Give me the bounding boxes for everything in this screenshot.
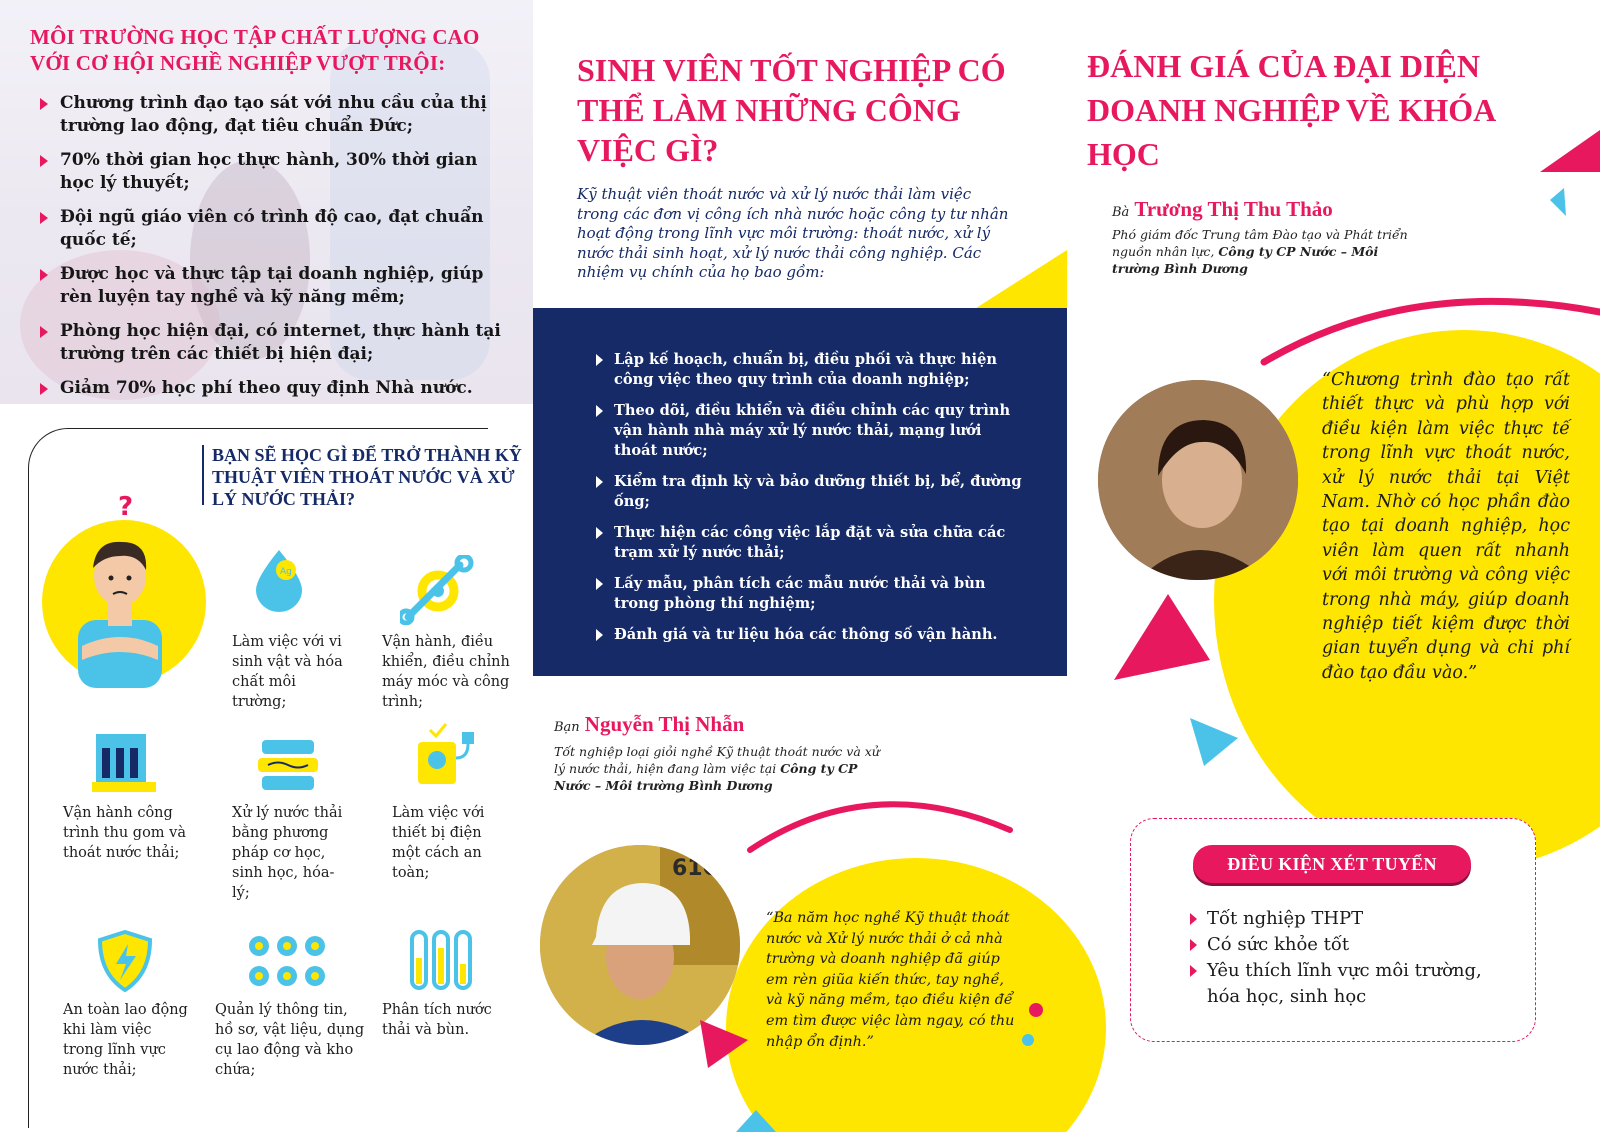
- pink-arc-decoration: [740, 790, 1020, 870]
- student-quote: “Ba năm học nghề Kỹ thuật thoát nước và Xử lý nước thải ở cả nhà trường và doanh nghiệp đã giúp em rèn giũa kiến thức, tay nghề, và kỹ năng mềm, tạo điều kiện để em tìm được việc làm ngay, có thu nhập ổn định.”: [766, 910, 1015, 1050]
- drainage-channel-icon: [92, 730, 156, 794]
- list-item: Lấy mẫu, phân tích các mẫu nước thải và bùn trong phòng thí nghiệm;: [596, 574, 1028, 614]
- cyan-triangle-decoration: [1190, 718, 1240, 768]
- electric-device-icon: [412, 722, 478, 792]
- skill-text: Phân tích nước thải và bùn.: [382, 1002, 492, 1038]
- list-item: Có sức khỏe tốt: [1190, 932, 1510, 958]
- name-prefix: Bạn: [554, 720, 580, 735]
- list-item: Tốt nghiệp THPT: [1190, 906, 1510, 932]
- skill-text: Vận hành công trình thu gom và thoát nước thải;: [63, 805, 187, 861]
- list-item: Lập kế hoạch, chuẩn bị, điều phối và thực hiện công việc theo quy trình của doanh nghiệp;: [596, 350, 1028, 390]
- description-text: Phó giám đốc Trung tâm Đào tạo và Phát triển nguồn nhân lực,: [1112, 227, 1408, 259]
- student-description: [554, 743, 894, 794]
- inventory-grid-icon: [247, 934, 327, 990]
- cyan-triangle-decoration: [736, 1110, 776, 1132]
- list-item: Theo dõi, điều khiển và điều chỉnh các quy trình vận hành nhà máy xử lý nước thải, mạng lưới thoát nước;: [596, 401, 1028, 461]
- pink-triangle-decoration: [690, 1010, 750, 1070]
- skill-text: Vận hành, điều khiển, điều chỉnh máy móc và công trình;: [382, 634, 510, 710]
- list-item: Chương trình đạo tạo sát với nhu cầu của thị trường lao động, đạt tiêu chuẩn Đức;: [36, 92, 506, 138]
- treatment-tanks-icon: [254, 736, 322, 796]
- name-prefix: Bà: [1112, 205, 1130, 220]
- learn-heading: BẠN SẼ HỌC GÌ ĐỂ TRỞ THÀNH KỸ THUẬT VIÊN THOÁT NƯỚC VÀ XỬ LÝ NƯỚC THẢI?: [212, 445, 522, 509]
- company-name: Công ty CP Nước – Môi trường Bình Dương: [554, 761, 858, 793]
- company-name: Công ty CP Nước – Môi trường Bình Dương: [1112, 244, 1379, 276]
- list-item: Thực hiện các công việc lắp đặt và sửa chữa các trạm xử lý nước thải;: [596, 523, 1028, 563]
- business-review-heading: ĐÁNH GIÁ CỦA ĐẠI DIỆN DOANH NGHIỆP VỀ KHÓA HỌC: [1087, 48, 1495, 172]
- graduate-jobs-intro: Kỹ thuật viên thoát nước và xử lý nước thải làm việc trong các đơn vị công ích nhà nước hoặc công ty tư nhân hoạt động trong lĩnh vực môi trường: thoát nước, xử lý nước thải sinh hoạt, xử lý nước thải công nghiệp. Các nhiệm vụ chính của họ bao gồm:: [577, 185, 1009, 281]
- admission-criteria-title: ĐIỀU KIỆN XÉT TUYỂN: [1193, 845, 1471, 883]
- gear-wrench-icon: [400, 555, 480, 625]
- dot-decoration: [1018, 1000, 1058, 1060]
- description-text: Tốt nghiệp loại giỏi nghề Kỹ thuật thoát nước và xử lý nước thải, hiện đang làm việc tại: [554, 744, 880, 776]
- environment-list: [36, 92, 506, 411]
- safety-shield-icon: [98, 930, 152, 992]
- admission-criteria-list: [1190, 906, 1510, 1010]
- list-item: Giảm 70% học phí theo quy định Nhà nước.: [36, 377, 506, 400]
- skill-text: An toàn lao động khi làm việc trong lĩnh vực nước thải;: [63, 1002, 188, 1078]
- list-item: Được học và thực tập tại doanh nghiệp, giúp rèn luyện tay nghề và kỹ năng mềm;: [36, 263, 506, 309]
- list-item: Kiểm tra định kỳ và bảo dưỡng thiết bị, bể, đường ống;: [596, 472, 1028, 512]
- list-item: 70% thời gian học thực hành, 30% thời gian học lý thuyết;: [36, 149, 506, 195]
- skill-text: Xử lý nước thải bằng phương pháp cơ học, sinh học, hóa-lý;: [232, 805, 343, 901]
- environment-heading: MÔI TRƯỜNG HỌC TẬP CHẤT LƯỢNG CAO VỚI CƠ HỘI NGHỀ NGHIỆP VƯỢT TRỘI:: [30, 25, 480, 75]
- skill-text: Quản lý thông tin, hồ sơ, vật liệu, dụng cụ lao động và kho chứa;: [215, 1002, 365, 1078]
- representative-photo: [1098, 380, 1298, 580]
- list-item: Yêu thích lĩnh vực môi trường, hóa học, sinh học: [1190, 958, 1510, 1010]
- list-item: Đội ngũ giáo viên có trình độ cao, đạt chuẩn quốc tế;: [36, 206, 506, 252]
- duties-list: [596, 350, 1028, 656]
- skill-text: Làm việc với vi sinh vật và hóa chất môi trường;: [232, 634, 343, 710]
- thinking-student-icon: [60, 528, 180, 688]
- student-name-line: [554, 712, 744, 737]
- representative-quote: “Chương trình đào tạo rất thiết thực và phù hợp với điều kiện làm việc thực tế trong lĩnh vực thoát nước, xử lý nước thải tại Việt Nam. Nhờ có học phần đào tạo tại doanh nghiệp, học viên làm quen rất nhanh với môi trường và công việc trong nhà máy, giúp doanh nghiệp tiết kiệm được thời gian tuyển dụng và chi phí đào tạo đầu vào.”: [1322, 370, 1570, 683]
- pink-triangle-decoration: [1540, 130, 1600, 240]
- list-item: Đánh giá và tư liệu hóa các thông số vận hành.: [596, 625, 1028, 645]
- student-name: Nguyễn Thị Nhẫn: [584, 712, 745, 736]
- microbe-drop-icon: [250, 548, 308, 612]
- test-tubes-icon: [408, 928, 476, 994]
- navy-panel-top-edge: [533, 300, 1067, 340]
- skill-text: Làm việc với thiết bị điện một cách an toàn;: [392, 805, 485, 881]
- list-item: Phòng học hiện đại, có internet, thực hành tại trường trên các thiết bị hiện đại;: [36, 320, 506, 366]
- question-mark: ?: [118, 492, 134, 522]
- representative-description: [1112, 226, 1412, 277]
- graduate-jobs-heading: SINH VIÊN TỐT NGHIỆP CÓ THỂ LÀM NHỮNG CÔNG VIỆC GÌ?: [577, 52, 1006, 168]
- heading-accent-bar: [202, 445, 204, 505]
- pink-triangle-decoration: [1112, 592, 1212, 684]
- svg-text:Ag: Ag: [280, 567, 292, 577]
- representative-name: Trương Thị Thu Thảo: [1134, 197, 1333, 221]
- background-sign-text: 61C: [672, 856, 719, 881]
- representative-name-line: [1112, 197, 1333, 222]
